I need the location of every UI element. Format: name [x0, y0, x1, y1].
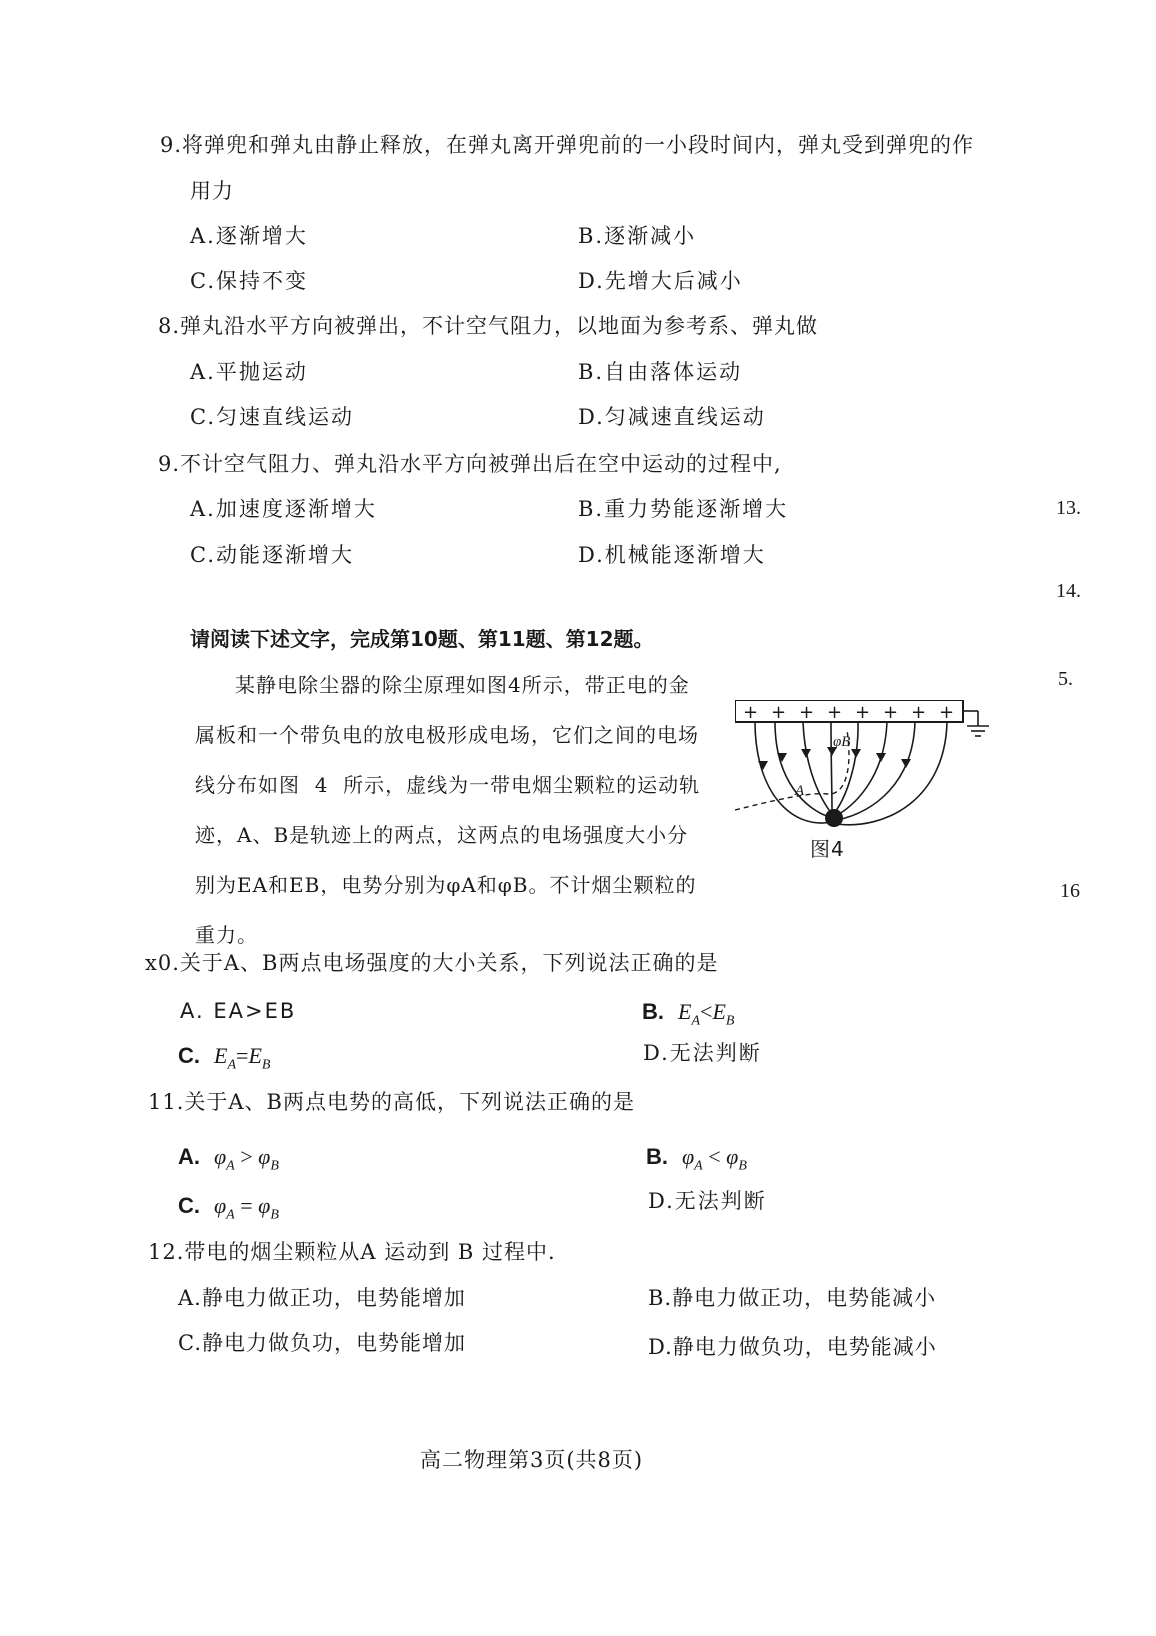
field-arrows — [758, 747, 911, 770]
q8-option-c: C.匀速直线运动 — [190, 405, 354, 429]
q9a-option-d: D.先增大后减小 — [578, 269, 743, 293]
q12-option-d: D.静电力做负功，电势能减小 — [648, 1335, 937, 1359]
field-line — [755, 722, 832, 823]
passage-line-1: 某静电除尘器的除尘原理如图4所示，带正电的金 — [235, 673, 690, 697]
q11-option-b-sub1: A — [694, 1158, 703, 1174]
q11-option-c-sub2: B — [270, 1207, 279, 1223]
q11-option-a-letter: A. — [178, 1144, 200, 1169]
q11-option-b-rhs: φ — [726, 1144, 739, 1169]
point-b-label: φB — [833, 734, 851, 750]
field-lines — [755, 722, 947, 825]
q10-option-c-sub2: B — [261, 1057, 271, 1073]
q10-option-b-rhs: E — [712, 999, 726, 1024]
passage-line-2: 属板和一个带负电的放电极形成电场，它们之间的电场 — [195, 723, 699, 747]
q9b-option-d: D.机械能逐渐增大 — [578, 543, 766, 567]
q11-option-b-op: < — [702, 1144, 727, 1169]
q11-option-c-rhs: φ — [258, 1193, 271, 1218]
margin-number: 16 — [1060, 880, 1080, 902]
q12-option-a: A.静电力做正功，电势能增加 — [178, 1286, 466, 1310]
plus-sign: + — [855, 702, 871, 723]
q10-option-b-sub2: B — [725, 1013, 735, 1029]
q11-option-b-sub2: B — [738, 1158, 747, 1174]
q10-option-c — [178, 1041, 270, 1080]
q10-option-b-sub1: A — [691, 1013, 701, 1029]
passage-line-5: 别为EA和EB，电势分别为φA和φB。不计烟尘颗粒的 — [195, 873, 697, 897]
q11-option-a-lhs: φ — [214, 1144, 227, 1169]
passage-line-4: 迹，A、B是轨迹上的两点，这两点的电场强度大小分 — [195, 823, 689, 847]
q10-option-b-lhs: E — [678, 999, 692, 1024]
plus-sign: + — [883, 702, 899, 723]
q10-option-d: D.无法判断 — [643, 1041, 762, 1065]
q11-option-b-letter: B. — [646, 1144, 668, 1169]
q10-stem: x0.关于A、B两点电场强度的大小关系，下列说法正确的是 — [145, 951, 719, 975]
q10-option-c-letter: C. — [178, 1043, 200, 1068]
q11-option-c-sub1: A — [226, 1207, 235, 1223]
plus-sign: + — [827, 702, 843, 723]
q9b-option-c: C.动能逐渐增大 — [190, 543, 354, 567]
q9b-stem: 9.不计空气阻力、弹丸沿水平方向被弹出后在空中运动的过程中, — [158, 452, 782, 476]
q8-option-b: B.自由落体运动 — [578, 360, 743, 384]
plus-sign: + — [771, 702, 787, 723]
q11-option-a-sub2: B — [270, 1158, 279, 1174]
field-line — [831, 722, 832, 810]
q11-option-a — [178, 1142, 279, 1181]
q11-option-c-letter: C. — [178, 1193, 200, 1218]
figure-4-caption: 图4 — [810, 837, 845, 861]
passage-heading: 请阅读下述文字，完成第10题、第11题、第12题。 — [190, 627, 654, 651]
q10-option-b-op: < — [700, 999, 713, 1024]
margin-number: 14. — [1056, 580, 1081, 602]
passage-line-3: 线分布如图 4 所示，虚线为一带电烟尘颗粒的运动轨 — [195, 773, 701, 797]
q11-option-c-op: = — [234, 1193, 259, 1218]
arrow-head — [801, 749, 811, 758]
q8-option-a: A.平抛运动 — [190, 360, 308, 384]
q11-option-b-lhs: φ — [682, 1144, 695, 1169]
q10-option-b-letter: B. — [642, 999, 664, 1024]
metal-plate — [735, 700, 963, 722]
q10-option-c-op: = — [236, 1043, 249, 1068]
q9a-stem-line2: 用力 — [190, 179, 234, 203]
q11-option-a-sub1: A — [226, 1158, 235, 1174]
q11-option-a-op: > — [234, 1144, 259, 1169]
field-line — [803, 722, 832, 814]
field-line — [837, 722, 947, 825]
margin-number: 13. — [1056, 497, 1081, 519]
q9a-option-b: B.逐渐减小 — [578, 224, 697, 248]
figure-4-diagram — [735, 700, 995, 880]
q10-option-a: A. EA>EB — [180, 999, 297, 1023]
q11-option-a-rhs: φ — [258, 1144, 271, 1169]
q9a-option-c: C.保持不变 — [190, 269, 308, 293]
q11-option-d: D.无法判断 — [648, 1189, 767, 1213]
plus-sign: + — [743, 702, 759, 723]
passage-text — [195, 660, 705, 960]
q10-option-c-lhs: E — [214, 1043, 228, 1068]
q11-option-c-lhs: φ — [214, 1193, 227, 1218]
arrow-head — [876, 753, 886, 762]
q11-stem: 11.关于A、B两点电势的高低，下列说法正确的是 — [148, 1090, 635, 1114]
plus-sign: + — [939, 702, 955, 723]
plus-sign: + — [911, 702, 927, 723]
q10-option-b — [642, 997, 734, 1036]
q10-option-c-rhs: E — [248, 1043, 262, 1068]
arrow-head — [851, 749, 861, 758]
passage-line-6: 重力。 — [195, 923, 258, 947]
q11-option-b — [646, 1142, 747, 1181]
page-footer: 高二物理第3页(共8页) — [420, 1448, 644, 1472]
arrow-head — [901, 759, 911, 768]
q12-option-b: B.静电力做正功，电势能减小 — [648, 1286, 937, 1310]
point-a-label: A — [795, 783, 805, 799]
margin-number: 5. — [1058, 668, 1073, 690]
q9a-option-a: A.逐渐增大 — [190, 224, 308, 248]
q10-option-c-sub1: A — [227, 1057, 237, 1073]
q12-option-c: C.静电力做负功，电势能增加 — [178, 1331, 466, 1355]
q12-stem: 12.带电的烟尘颗粒从A 运动到 B 过程中. — [148, 1240, 556, 1264]
arrow-head — [758, 761, 768, 770]
q9b-option-b: B.重力势能逐渐增大 — [578, 497, 789, 521]
ground-icon — [963, 711, 989, 736]
plus-signs — [743, 702, 954, 723]
q8-option-d: D.匀减速直线运动 — [578, 405, 766, 429]
q11-option-c — [178, 1191, 279, 1230]
discharge-electrode — [825, 809, 843, 827]
plus-sign: + — [799, 702, 815, 723]
q9a-stem-line1: 9.将弹兜和弹丸由静止释放，在弹丸离开弹兜前的一小段时间内，弹丸受到弹兜的作 — [160, 133, 975, 157]
q9b-option-a: A.加速度逐渐增大 — [190, 497, 377, 521]
q8-stem: 8.弹丸沿水平方向被弹出，不计空气阻力，以地面为参考系、弹丸做 — [158, 314, 819, 338]
